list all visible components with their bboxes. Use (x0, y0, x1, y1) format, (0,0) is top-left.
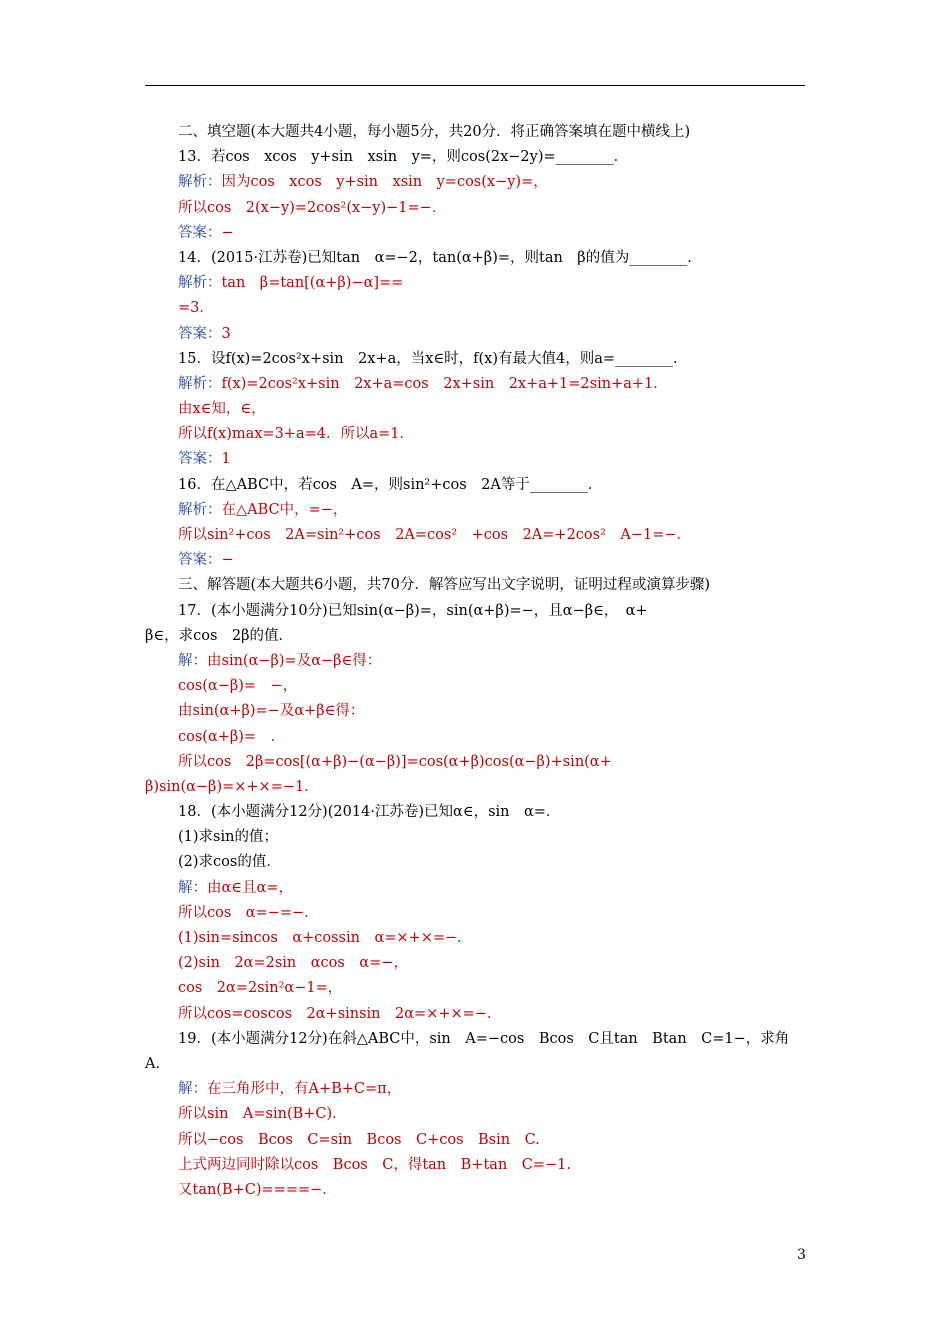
line-text: 所以cos 2β=cos[(α+β)−(α−β)]=cos(α+β)cos(α−β)+sin(α+ (178, 753, 612, 770)
line-text: 所以cos=coscos 2α+sinsin 2α=×+×=−． (178, 1005, 502, 1022)
question-line (145, 473, 807, 498)
line-text: 18．(本小题满分12分)(2014·江苏卷)已知α∈，sin α=． (178, 804, 561, 821)
line-text: 由α∈且α=， (207, 879, 293, 896)
line-text: (1)求sin的值； (178, 829, 278, 846)
line-text: A. (145, 1055, 161, 1072)
line-text: 三、解答题(本大题共6小题，共70分．解答应写出文字说明，证明过程或演算步骤) (178, 577, 710, 594)
line-text: f(x)=2cos²x+sin 2x+a=cos 2x+sin 2x+a+1=2sin+a+1． (221, 375, 668, 392)
question-line (145, 599, 807, 624)
header-rule (145, 85, 805, 86)
line-text: cos(α−β)= −， (178, 678, 298, 695)
line-text: 15．设f(x)=2cos²x+sin 2x+a，当x∈时，f(x)有最大值4，则a=________． (178, 350, 688, 367)
question-line (145, 1027, 807, 1052)
line-text: 所以f(x)max=3+a=4．所以a=1． (178, 426, 414, 443)
question-line (145, 800, 807, 825)
solution-line (145, 750, 807, 775)
line-text: 13．若cos xcos y+sin xsin y=，则cos(2x−2y)=________． (178, 149, 629, 166)
line-text: 19．(本小题满分12分)在斜△ABC中，sin A=−cos Bcos C且tan Btan C=1−，求角 (178, 1030, 790, 1047)
line-text: =3． (178, 300, 214, 317)
solution-line (145, 674, 807, 699)
line-text: 所以sin²+cos 2A=sin²+cos 2A=cos² +cos 2A=+2cos² A−1=−． (178, 527, 692, 543)
solution-label: 解： (178, 652, 207, 669)
line-text: − (221, 552, 234, 569)
line-text: 16．在△ABC中，若cos A=，则sin²+cos 2A等于________． (178, 476, 603, 493)
line-text: 上式两边同时除以cos Bcos C，得tan B+tan C=−1. (178, 1156, 571, 1173)
line-text: 所以−cos Bcos C=sin Bcos C+cos Bsin C. (178, 1131, 540, 1148)
question-line (145, 624, 807, 649)
solution-line (145, 1178, 807, 1203)
solution-line (145, 498, 807, 523)
line-text: 二、填空题(本大题共4小题，每小题5分，共20分．将正确答案填在题中横线上) (178, 124, 691, 140)
question-line (145, 825, 807, 850)
line-text: tan β=tan[(α+β)−α]== (221, 275, 404, 292)
solution-line (145, 296, 807, 321)
line-text: 在三角形中，有A+B+C=π， (207, 1081, 402, 1098)
solution-line (145, 976, 807, 1001)
solution-line (145, 1153, 807, 1178)
solution-label: 答案： (178, 451, 222, 468)
solution-line (145, 926, 807, 951)
solution-line (145, 951, 807, 976)
question-line (145, 573, 807, 598)
line-text: 14．(2015·江苏卷)已知tan α=−2，tan(α+β)=，则tan β的值为________． (178, 249, 702, 266)
solution-line (145, 699, 807, 724)
solution-line (145, 1102, 807, 1127)
question-line (145, 1052, 807, 1077)
question-line (145, 246, 807, 271)
solution-line (145, 221, 807, 246)
line-text: (1)sin=sincos α+cossin α=×+×=−． (178, 930, 472, 946)
document-body (145, 120, 807, 1203)
line-text: 由sin(α−β)=及α−β∈得： (207, 652, 382, 669)
line-text: β)sin(α−β)=×+×=−1． (145, 778, 319, 795)
solution-label: 解析： (178, 275, 222, 292)
solution-line (145, 1002, 807, 1027)
page-number: 3 (797, 1247, 806, 1263)
solution-line (145, 170, 807, 195)
line-text: (2)sin 2α=2sin αcos α=−， (178, 955, 408, 972)
line-text: 由sin(α+β)=−及α+β∈得： (178, 703, 365, 720)
line-text: 所以sin A=sin(B+C)． (178, 1106, 347, 1123)
line-text: 3 (221, 325, 231, 342)
solution-line (145, 649, 807, 674)
solution-line (145, 271, 807, 296)
line-text: 17．(本小题满分10分)已知sin(α−β)=，sin(α+β)=−，且α−β∈， α+ (178, 602, 648, 619)
question-line (145, 850, 807, 875)
line-text: 在△ABC中，=−， (221, 501, 348, 518)
solution-label: 答案： (178, 224, 222, 241)
solution-line (145, 322, 807, 347)
line-text: 又tan(B+C)====−． (178, 1181, 337, 1198)
solution-line (145, 876, 807, 901)
question-line (145, 120, 807, 145)
line-text: 所以cos α=−=−． (178, 904, 319, 921)
solution-line (145, 901, 807, 926)
solution-line (145, 775, 807, 800)
line-text: cos(α+β)= ． (178, 728, 286, 745)
solution-label: 解： (178, 879, 207, 896)
solution-line (145, 523, 807, 548)
solution-line (145, 422, 807, 447)
solution-line (145, 725, 807, 750)
line-text: 所以cos 2(x−y)=2cos²(x−y)−1=−． (178, 199, 447, 216)
line-text: cos 2α=2sin²α−1=， (178, 980, 343, 997)
line-text: 由x∈知，∈， (178, 401, 266, 418)
solution-line (145, 196, 807, 221)
solution-label: 解析： (178, 375, 222, 392)
question-line (145, 347, 807, 372)
line-text: − (221, 224, 234, 241)
line-text: 因为cos xcos y+sin xsin y=cos(x−y)=， (221, 174, 548, 191)
solution-line (145, 1128, 807, 1153)
solution-label: 答案： (178, 552, 222, 569)
line-text: (2)求cos的值． (178, 854, 281, 871)
solution-label: 答案： (178, 325, 222, 342)
solution-label: 解： (178, 1081, 207, 1098)
solution-line (145, 372, 807, 397)
solution-line (145, 1077, 807, 1102)
question-line (145, 145, 807, 170)
line-text: β∈，求cos 2β的值． (145, 627, 294, 644)
solution-line (145, 548, 807, 573)
solution-label: 解析： (178, 501, 222, 518)
line-text: 1 (221, 451, 231, 468)
solution-label: 解析： (178, 174, 222, 191)
solution-line (145, 447, 807, 472)
solution-line (145, 397, 807, 422)
